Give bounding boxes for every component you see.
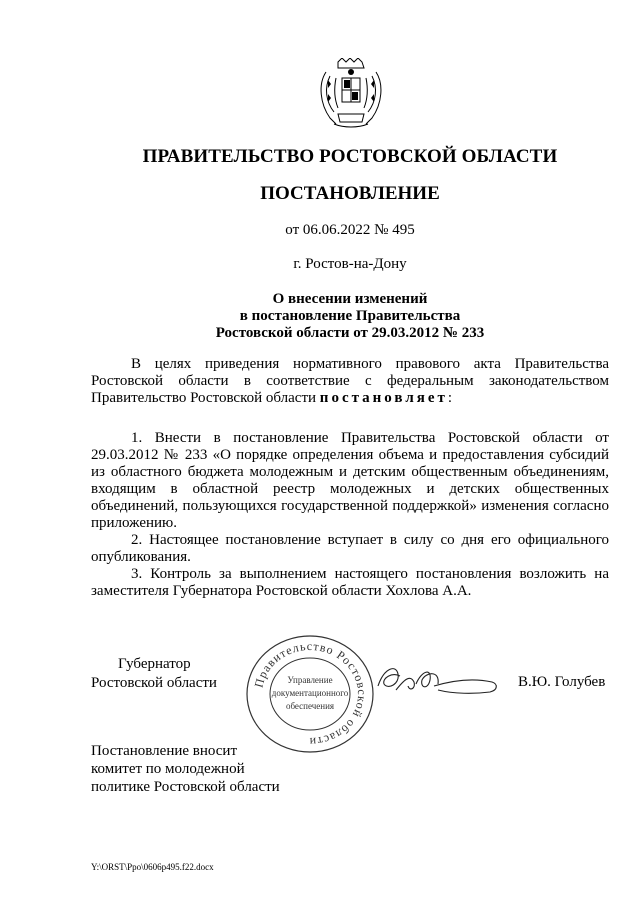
document-subject bbox=[0, 291, 640, 342]
resolution-item-2: 2. Настоящее постановление вступает в силу со дня его официального опубликования. bbox=[91, 532, 609, 565]
subject-line: О внесении изменений bbox=[272, 291, 428, 307]
official-stamp bbox=[244, 633, 376, 755]
handwritten-signature bbox=[374, 660, 504, 700]
resolution-item-1: 1. Внести в постановление Правительства Ростовской области от 29.03.2012 № 233 «О порядке определения объема и предоставления субсидий из областного бюджета молодежным и детским общественным объединениям, входящим в областной реестр молодежных и детских общественных объединений, пользующихся государственной поддержкой» изменения согласно приложению. bbox=[91, 430, 609, 531]
document-kind: ПОСТАНОВЛЕНИЕ bbox=[260, 183, 440, 204]
signatory-position bbox=[91, 655, 217, 693]
preamble bbox=[91, 356, 609, 407]
submitted-by-line: комитет по молодежной bbox=[91, 761, 245, 777]
submitted-by-line: политике Ростовской области bbox=[91, 779, 280, 795]
file-path-footer: Y:\ORST\Ppo\0606p495.f22.docx bbox=[91, 862, 214, 872]
subject-line: Ростовской области от 29.03.2012 № 233 bbox=[215, 325, 485, 341]
coat-of-arms-emblem bbox=[316, 58, 386, 130]
stamp-outer-text: Правительство Ростовской области bbox=[251, 638, 370, 750]
submitted-by-block bbox=[91, 742, 280, 796]
submitted-by-line: Постановление вносит bbox=[91, 743, 238, 759]
stamp-inner-line: документационного bbox=[271, 688, 349, 698]
resolution-items bbox=[91, 430, 609, 600]
document-city: г. Ростов-на-Дону bbox=[293, 256, 407, 272]
stamp-inner-line: Управление bbox=[287, 675, 333, 685]
signatory-position-line: Ростовской области bbox=[91, 675, 217, 691]
resolution-item-3: 3. Контроль за выполнением настоящего постановления возложить на заместителя Губернатора Ростовской области Хохлова А.А. bbox=[91, 566, 609, 599]
signatory-name: В.Ю. Голубев bbox=[518, 674, 606, 690]
document-date-number: от 06.06.2022 № 495 bbox=[285, 222, 415, 238]
resolution-keyword: постановляет bbox=[319, 390, 448, 406]
organization-title: ПРАВИТЕЛЬСТВО РОСТОВСКОЙ ОБЛАСТИ bbox=[142, 146, 558, 167]
stamp-inner-line: обеспечения bbox=[285, 701, 335, 711]
signatory-position-line: Губернатор bbox=[118, 656, 191, 672]
subject-line: в постановление Правительства bbox=[239, 308, 461, 324]
preamble-colon: : bbox=[447, 390, 453, 406]
preamble-paragraph bbox=[91, 356, 609, 407]
preamble-text: В целях приведения нормативного правового акта Правительства Ростовской области в соответствие с федеральным законодательством Правительство Ростовской области bbox=[91, 356, 609, 406]
